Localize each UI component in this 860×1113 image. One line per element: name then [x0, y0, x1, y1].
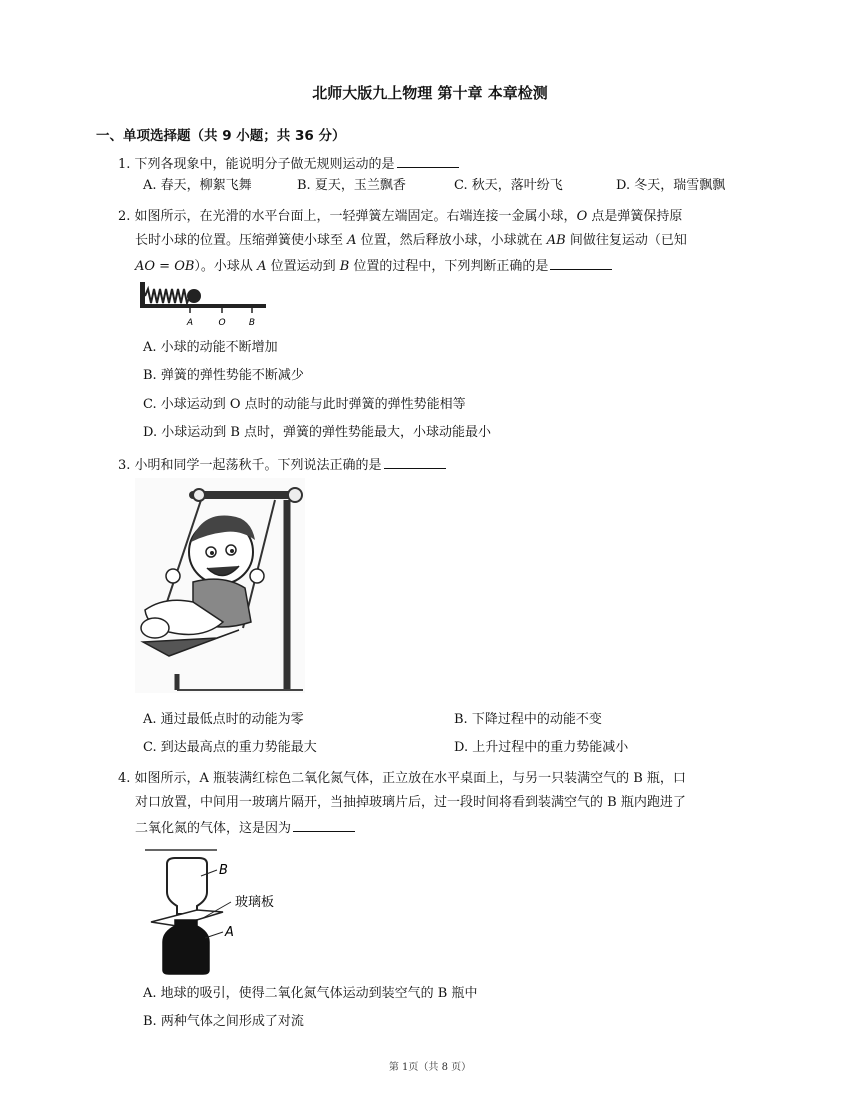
q3-option-b[interactable]: B. 下降过程中的动能不变 [454, 712, 602, 727]
metal-ball [187, 289, 201, 303]
question-3-stem: 3. 小明和同学一起荡秋千。下列说法正确的是 [118, 455, 446, 475]
page-title: 北师大版九上物理 第十章 本章检测 [312, 84, 548, 102]
label-bottle-a: A [225, 925, 234, 940]
spring-ball-figure [140, 282, 270, 330]
question-4-stem-line2: 对口放置，中间用一玻璃片隔开，当抽掉玻璃片后，过一段时间将看到装满空气的 B 瓶内跑进了 [135, 795, 686, 810]
q4-option-a[interactable]: A. 地球的吸引，使得二氧化氮气体运动到装空气的 B 瓶中 [143, 986, 478, 1001]
label-o: O [218, 318, 226, 328]
label-bottle-b: B [219, 863, 228, 878]
q1-option-c[interactable]: C. 秋天，落叶纷飞 [454, 178, 563, 193]
label-glass-plate: 玻璃板 [235, 895, 275, 910]
bottle-a [163, 920, 209, 974]
q1-option-d[interactable]: D. 冬天，瑞雪飘飘 [616, 178, 726, 193]
question-1-stem: 1. 下列各现象中，能说明分子做无规则运动的是 [118, 154, 459, 174]
question-2-stem-line2: 长时小球的位置。压缩弹簧使小球至 A 位置，然后释放小球，小球就在 AB 间做往复运动（已知 [135, 233, 687, 248]
q1-option-a[interactable]: A. 春天，柳絮飞舞 [143, 178, 252, 193]
q3-option-c[interactable]: C. 到达最高点的重力势能最大 [143, 740, 317, 755]
boy-shoe [141, 618, 169, 638]
gas-bottles-figure [145, 846, 295, 976]
wall [140, 282, 145, 306]
label-a: A [186, 318, 194, 328]
q2-option-b[interactable]: B. 弹簧的弹性势能不断减少 [143, 368, 304, 383]
question-4-stem-line3: 二氧化氮的气体，这是因为 [135, 818, 355, 838]
answer-blank [397, 154, 459, 168]
section-heading: 一、单项选择题（共 9 小题；共 36 分） [96, 128, 346, 144]
table-surface [140, 304, 266, 308]
answer-blank [550, 256, 612, 270]
label-b: B [248, 318, 256, 328]
q4-option-b[interactable]: B. 两种气体之间形成了对流 [143, 1014, 304, 1029]
q2-option-a[interactable]: A. 小球的动能不断增加 [143, 340, 278, 355]
spring [145, 289, 190, 303]
question-2-stem-line3: AO = OB）。小球从 A 位置运动到 B 位置的过程中，下列判断正确的是 [135, 256, 612, 276]
swing-figure [135, 478, 305, 693]
q2-option-d[interactable]: D. 小球运动到 B 点时，弹簧的弹性势能最大，小球动能最小 [143, 425, 492, 440]
q1-option-b[interactable]: B. 夏天，玉兰飘香 [297, 178, 406, 193]
answer-blank [293, 818, 355, 832]
page-footer: 第 1页（共 8 页） [388, 1062, 472, 1073]
q3-option-a[interactable]: A. 通过最低点时的动能为零 [143, 712, 304, 727]
question-4-stem-line1: 4. 如图所示，A 瓶装满红棕色二氧化氮气体，正立放在水平桌面上，与另一只装满空气的 B 瓶，口 [118, 771, 686, 786]
question-2-stem-line1: 2. 如图所示，在光滑的水平台面上，一轻弹簧左端固定。右端连接一金属小球，O 点是弹簧保持原 [118, 209, 683, 224]
answer-blank [384, 455, 446, 469]
q2-option-c[interactable]: C. 小球运动到 O 点时的动能与此时弹簧的弹性势能相等 [143, 397, 466, 412]
bottle-b [167, 858, 207, 914]
q3-option-d[interactable]: D. 上升过程中的重力势能减小 [454, 740, 629, 755]
